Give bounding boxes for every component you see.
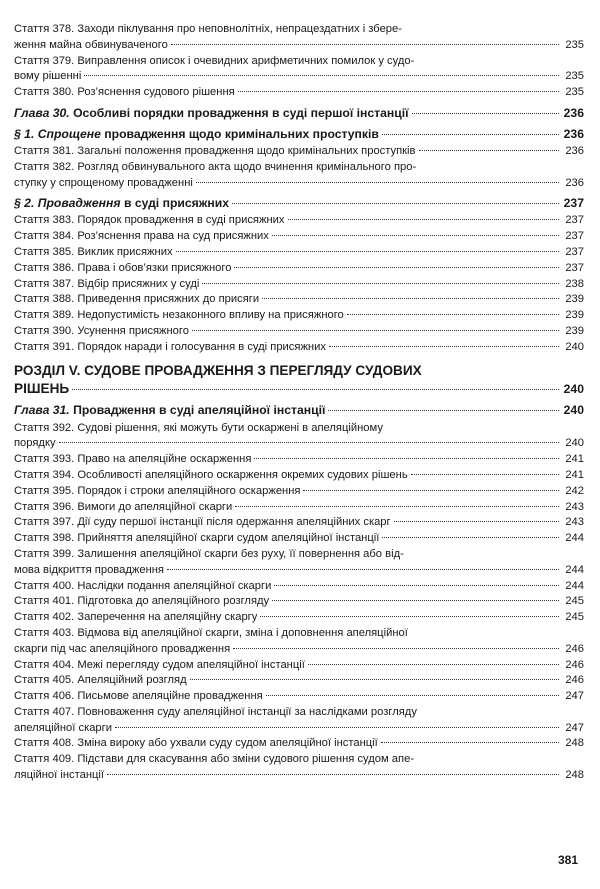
- toc-heading-line: [14, 402, 584, 419]
- leader-dots: [308, 664, 559, 665]
- toc-heading-title: провадження щодо кримінальних проступків: [104, 126, 379, 141]
- toc-entry-line: [14, 673, 584, 689]
- toc-entry-text: Стаття 391. Порядок наради і голосування в суді присяжних: [14, 340, 326, 353]
- toc-entry-text: Стаття 389. Недопустимість незаконного впливу на присяжного: [14, 309, 344, 322]
- toc-part-heading: [14, 362, 584, 398]
- toc-entry-line: [14, 579, 584, 595]
- toc-entry-line: [14, 736, 584, 752]
- toc-entry-text: ступку у спрощеному провадженні: [14, 176, 193, 189]
- toc-entry-line: [14, 85, 584, 101]
- leader-dots: [171, 44, 559, 45]
- leader-dots: [303, 490, 559, 491]
- toc-page-ref: 235: [565, 70, 584, 83]
- toc-section: [14, 195, 584, 212]
- toc-entry-text: Стаття 396. Вимоги до апеляційної скарги: [14, 500, 233, 513]
- leader-dots: [234, 267, 559, 268]
- toc-entry: [14, 736, 584, 752]
- toc-entry-text: Стаття 400. Наслідки подання апеляційної скарги: [14, 579, 272, 592]
- toc-heading-title: Провадження в суді апеляційної інстанції: [73, 402, 326, 417]
- toc-heading-line: [14, 126, 584, 143]
- toc-entry-text: Стаття 399. Залишення апеляційної скарги без руху, її повернення або від-: [14, 547, 404, 560]
- leader-dots: [167, 569, 559, 570]
- toc-entry-line: [14, 705, 584, 721]
- toc-entry-text: Стаття 388. Приведення присяжних до присяги: [14, 293, 260, 306]
- toc-page-ref: 243: [565, 516, 584, 529]
- toc-page-ref: 237: [565, 214, 584, 227]
- toc-entry-line: [14, 547, 584, 563]
- leader-dots: [190, 679, 559, 680]
- toc-page-ref: 235: [565, 86, 584, 99]
- toc-entry-line: [14, 261, 584, 277]
- toc-page-ref: 236: [563, 105, 584, 120]
- toc-entry-line: [14, 54, 584, 70]
- toc-entry-text: ження майна обвинуваченого: [14, 38, 168, 51]
- leader-dots: [233, 648, 559, 649]
- leader-dots: [381, 742, 559, 743]
- leader-dots: [196, 182, 559, 183]
- leader-dots: [419, 150, 560, 151]
- toc-page-ref: 239: [565, 324, 584, 337]
- leader-dots: [235, 506, 559, 507]
- toc-heading-prefix: Глава 30.: [14, 105, 70, 120]
- toc-page-ref: 246: [565, 658, 584, 671]
- leader-dots: [347, 314, 559, 315]
- toc-entry-line: [14, 563, 584, 579]
- toc-entry-line: [14, 324, 584, 340]
- toc-entry: [14, 610, 584, 626]
- toc-page-ref: 247: [565, 690, 584, 703]
- toc-page-ref: 244: [565, 532, 584, 545]
- leader-dots: [382, 537, 559, 538]
- toc-entry-line: [14, 610, 584, 626]
- toc-entry-line: [14, 452, 584, 468]
- toc-entry-line: [14, 594, 584, 610]
- toc-entry-line: [14, 245, 584, 261]
- toc-entry-line: [14, 22, 584, 38]
- toc-page-ref: 247: [565, 721, 584, 734]
- toc-entry-line: [14, 38, 584, 54]
- toc-entry-text: Стаття 408. Зміна вироку або ухвали суду судом апеляційної інстанції: [14, 737, 378, 750]
- toc-entry: [14, 468, 584, 484]
- leader-dots: [272, 235, 559, 236]
- toc-entry-text: Стаття 393. Право на апеляційне оскарження: [14, 453, 252, 466]
- toc-part-text: РІШЕНЬ: [14, 380, 70, 396]
- toc-part-text: РОЗДІЛ V. СУДОВЕ ПРОВАДЖЕННЯ З ПЕРЕГЛЯДУ СУДОВИХ: [14, 362, 422, 378]
- leader-dots: [202, 283, 559, 284]
- toc-entry-text: Стаття 397. Дії суду першої інстанції після одержання апеляційних скарг: [14, 516, 391, 529]
- toc-entry-text: Стаття 407. Повноваження суду апеляційної інстанції за наслідками розгляду: [14, 705, 417, 718]
- toc-entry-text: Стаття 382. Розгляд обвинувального акта щодо вчинення кримінального про-: [14, 160, 417, 173]
- toc-entry: [14, 340, 584, 356]
- leader-dots: [260, 616, 559, 617]
- toc-entry-text: Стаття 381. Загальні положення провадження щодо кримінальних проступків: [14, 144, 416, 157]
- toc-entry-text: Стаття 386. Права і обов’язки присяжного: [14, 261, 232, 274]
- toc-entry-text: Стаття 402. Заперечення на апеляційну скаргу: [14, 611, 258, 624]
- leader-dots: [329, 346, 559, 347]
- toc-entry: [14, 579, 584, 595]
- table-of-contents: [14, 22, 584, 784]
- toc-heading-text: [14, 105, 409, 122]
- toc-entry-line: [14, 531, 584, 547]
- leader-dots: [238, 91, 559, 92]
- toc-entry: [14, 421, 584, 453]
- toc-page-ref: 241: [565, 468, 584, 481]
- toc-entry-line: [14, 160, 584, 176]
- toc-page-ref: 244: [565, 563, 584, 576]
- toc-entry: [14, 144, 584, 160]
- toc-page-ref: 246: [565, 674, 584, 687]
- leader-dots: [412, 113, 559, 114]
- leader-dots: [272, 600, 559, 601]
- toc-heading-title: в суді присяжних: [123, 196, 230, 211]
- toc-entry-text: Стаття 385. Виклик присяжних: [14, 245, 173, 258]
- toc-entry-line: [14, 768, 584, 784]
- toc-entry: [14, 500, 584, 516]
- toc-entry-line: [14, 658, 584, 674]
- toc-entry-line: [14, 721, 584, 737]
- leader-dots: [262, 298, 559, 299]
- toc-entry-text: Стаття 380. Роз’яснення судового рішення: [14, 86, 235, 99]
- toc-entry-text: Стаття 401. Підготовка до апеляційного розгляду: [14, 595, 270, 608]
- leader-dots: [394, 521, 559, 522]
- toc-heading-prefix: § 2. Провадження: [14, 196, 121, 211]
- toc-entry: [14, 452, 584, 468]
- leader-dots: [411, 474, 559, 475]
- toc-entry-line: [14, 689, 584, 705]
- toc-entry: [14, 673, 584, 689]
- toc-entry-text: Стаття 403. Відмова від апеляційної скарги, зміна і доповнення апеляційної: [14, 626, 408, 639]
- toc-page-ref: 237: [565, 245, 584, 258]
- toc-entry-line: [14, 340, 584, 356]
- toc-entry-text: мова відкриття провадження: [14, 563, 164, 576]
- leader-dots: [192, 330, 559, 331]
- page-number: 381: [557, 853, 578, 867]
- toc-entry-line: [14, 144, 584, 160]
- toc-entry-line: [14, 176, 584, 192]
- toc-entry: [14, 85, 584, 101]
- toc-entry-text: Стаття 392. Судові рішення, які можуть бути оскаржені в апеляційному: [14, 421, 383, 434]
- toc-entry-text: порядку: [14, 437, 56, 450]
- toc-entry-line: [14, 421, 584, 437]
- leader-dots: [266, 695, 559, 696]
- toc-page-ref: 242: [565, 484, 584, 497]
- toc-entry-text: Стаття 405. Апеляційний розгляд: [14, 674, 187, 687]
- toc-entry-text: Стаття 383. Порядок провадження в суді присяжних: [14, 214, 285, 227]
- leader-dots: [274, 585, 559, 586]
- toc-entry-line: [14, 500, 584, 516]
- toc-page-ref: 243: [565, 500, 584, 513]
- leader-dots: [288, 219, 560, 220]
- toc-entry: [14, 324, 584, 340]
- toc-page-ref: 236: [565, 176, 584, 189]
- toc-entry: [14, 213, 584, 229]
- toc-entry-line: [14, 642, 584, 658]
- toc-entry-text: Стаття 387. Відбір присяжних у суді: [14, 277, 200, 290]
- toc-entry-text: Стаття 390. Усунення присяжного: [14, 324, 189, 337]
- toc-entry: [14, 245, 584, 261]
- toc-entry: [14, 705, 584, 737]
- toc-entry: [14, 292, 584, 308]
- toc-entry: [14, 308, 584, 324]
- toc-entry: [14, 594, 584, 610]
- leader-dots: [328, 410, 559, 411]
- toc-entry: [14, 626, 584, 658]
- toc-entry-text: скарги під час апеляційного провадження: [14, 642, 231, 655]
- toc-page-ref: 236: [565, 144, 584, 157]
- toc-entry: [14, 22, 584, 54]
- toc-heading-text: [14, 195, 229, 212]
- leader-dots: [254, 458, 559, 459]
- toc-page-ref: 244: [565, 579, 584, 592]
- toc-entry-text: апеляційної скарги: [14, 721, 112, 734]
- leader-dots: [115, 727, 559, 728]
- toc-page-ref: 238: [565, 277, 584, 290]
- toc-page-ref: 245: [565, 611, 584, 624]
- toc-entry: [14, 277, 584, 293]
- toc-entry-line: [14, 436, 584, 452]
- toc-page-ref: 240: [565, 437, 584, 450]
- toc-entry-line: [14, 308, 584, 324]
- toc-entry-text: Стаття 384. Роз’яснення права на суд присяжних: [14, 230, 269, 243]
- toc-entry-line: [14, 626, 584, 642]
- toc-entry: [14, 160, 584, 192]
- toc-chapter: [14, 105, 584, 122]
- toc-entry-line: [14, 213, 584, 229]
- toc-entry-text: вому рішенні: [14, 70, 82, 83]
- toc-entry-text: Стаття 395. Порядок і строки апеляційного оскарження: [14, 484, 301, 497]
- toc-entry-text: Стаття 394. Особливості апеляційного оскарження окремих судових рішень: [14, 468, 408, 481]
- toc-page-ref: 236: [563, 126, 584, 141]
- toc-entry-text: Стаття 406. Письмове апеляційне провадження: [14, 690, 263, 703]
- toc-entry: [14, 261, 584, 277]
- toc-page-ref: 248: [565, 737, 584, 750]
- toc-entry-line: [14, 468, 584, 484]
- toc-entry: [14, 689, 584, 705]
- toc-entry: [14, 752, 584, 784]
- toc-page-ref: 241: [565, 453, 584, 466]
- toc-entry: [14, 54, 584, 86]
- toc-page-ref: 246: [565, 642, 584, 655]
- toc-entry-line: [14, 752, 584, 768]
- toc-entry-text: Стаття 404. Межі перегляду судом апеляційної інстанції: [14, 658, 305, 671]
- toc-entry-text: Стаття 379. Виправлення описок і очевидних арифметичних помилок у судо-: [14, 54, 415, 67]
- toc-page-ref: 245: [565, 595, 584, 608]
- toc-heading-prefix: § 1. Спрощене: [14, 126, 101, 141]
- toc-heading-line: [14, 195, 584, 212]
- toc-entry-line: [14, 484, 584, 500]
- toc-entry-line: [14, 515, 584, 531]
- toc-entry-line: [14, 69, 584, 85]
- toc-heading-line: [14, 105, 584, 122]
- leader-dots: [72, 389, 559, 390]
- toc-heading-title: Особливі порядки провадження в суді першої інстанції: [73, 105, 409, 120]
- toc-entry: [14, 515, 584, 531]
- leader-dots: [232, 203, 559, 204]
- leader-dots: [84, 75, 559, 76]
- toc-page-ref: 237: [565, 230, 584, 243]
- toc-page-ref: 235: [565, 38, 584, 51]
- toc-heading-text: [14, 402, 325, 419]
- toc-page-ref: 240: [563, 381, 584, 396]
- leader-dots: [382, 134, 559, 135]
- leader-dots: [176, 251, 559, 252]
- toc-entry: [14, 531, 584, 547]
- toc-page-ref: 248: [565, 769, 584, 782]
- toc-entry: [14, 229, 584, 245]
- toc-page-ref: 239: [565, 293, 584, 306]
- toc-heading-prefix: Глава 31.: [14, 402, 70, 417]
- toc-entry-text: ляційної інстанції: [14, 769, 105, 782]
- toc-entry-line: [14, 229, 584, 245]
- toc-section: [14, 126, 584, 143]
- toc-page-ref: 240: [563, 402, 584, 417]
- toc-entry-text: Стаття 378. Заходи піклування про неповнолітніх, непрацездатних і збере-: [14, 23, 402, 35]
- leader-dots: [59, 442, 559, 443]
- toc-chapter: [14, 402, 584, 419]
- toc-entry: [14, 484, 584, 500]
- toc-part-line: [14, 362, 584, 380]
- toc-entry-text: Стаття 398. Прийняття апеляційної скарги судом апеляційної інстанції: [14, 532, 380, 545]
- toc-heading-text: [14, 126, 379, 143]
- toc-entry-line: [14, 277, 584, 293]
- toc-entry-line: [14, 292, 584, 308]
- toc-page-ref: 239: [565, 309, 584, 322]
- toc-page-ref: 237: [563, 196, 584, 211]
- toc-part-line: [14, 380, 584, 398]
- toc-entry-text: Стаття 409. Підстави для скасування або зміни судового рішення судом апе-: [14, 753, 415, 766]
- toc-page-ref: 240: [565, 340, 584, 353]
- toc-page-ref: 237: [565, 261, 584, 274]
- toc-entry: [14, 658, 584, 674]
- toc-entry: [14, 547, 584, 579]
- leader-dots: [107, 774, 559, 775]
